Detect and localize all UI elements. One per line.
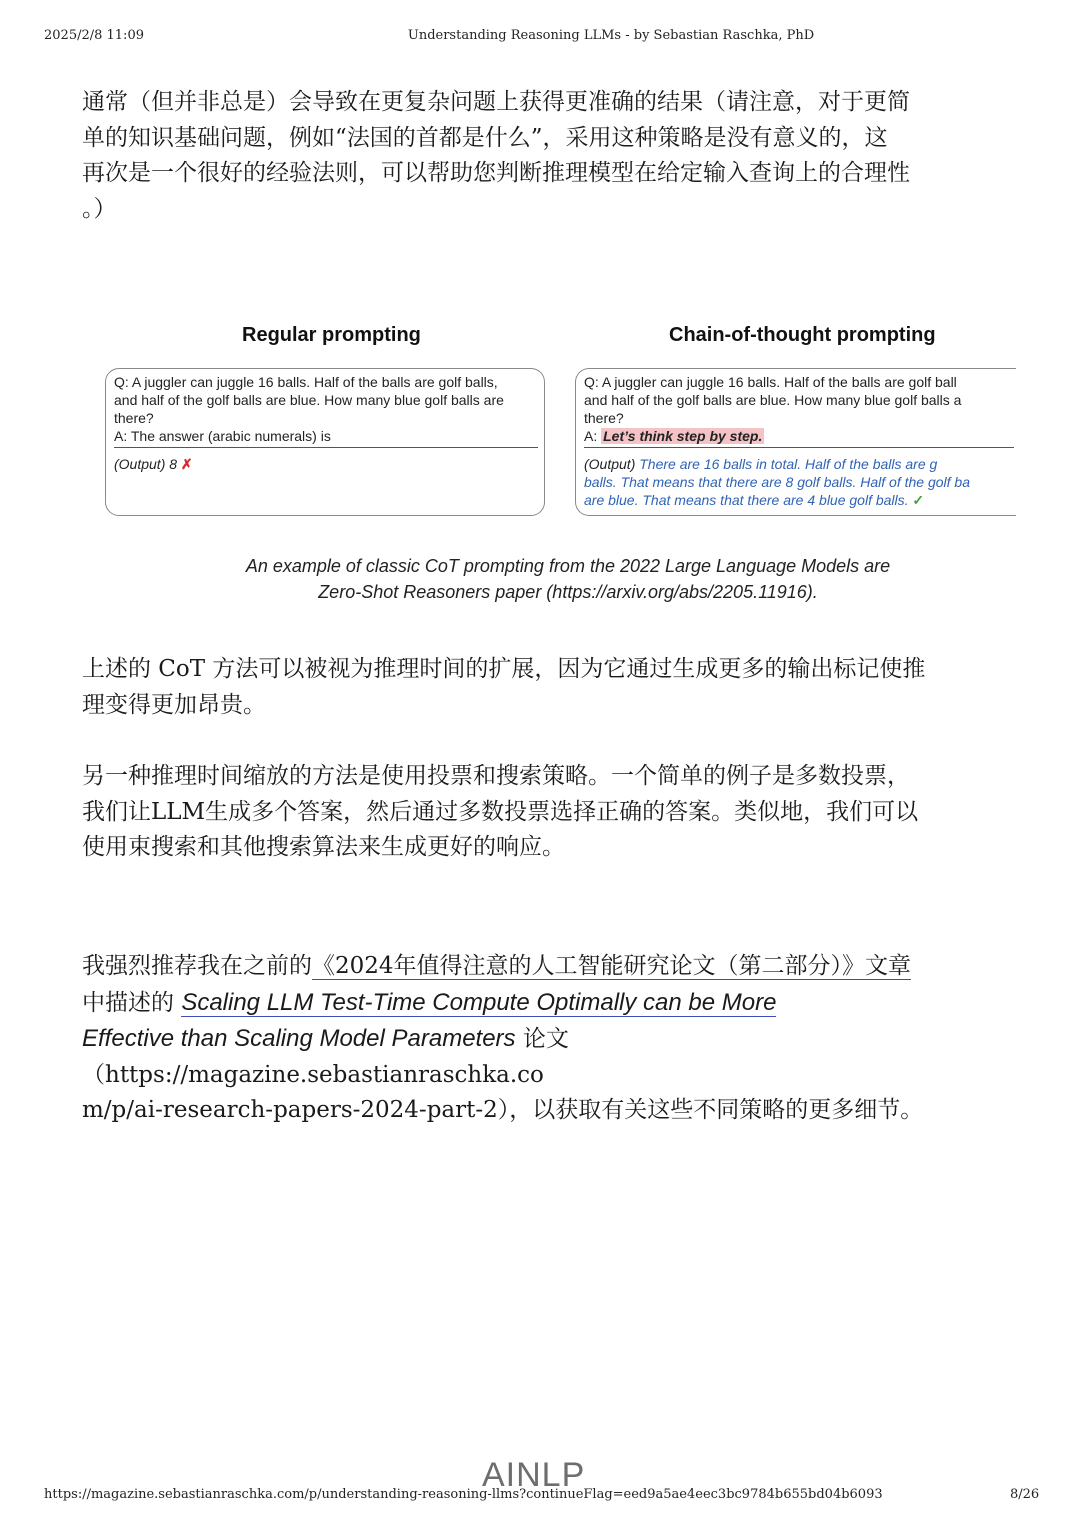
cot-prompt-panel [575,368,1016,516]
paper-title-text: Effective than Scaling Model Parameters [82,1025,516,1052]
footer-url: https://magazine.sebastianraschka.com/p/understanding-reasoning-llms?continueFlag=eed9a5ae4eec3bc9784b655bd04b6093 [44,1487,883,1502]
paragraph-line: m/p/ai-research-papers-2024-part-2），以获取有关这些不同策略的更多细节。 [82,1097,924,1123]
prompt-text [114,373,539,445]
paragraph-line: 通常（但并非总是）会导致在更复杂问题上获得更准确的结果（请注意，对于更简 [82,89,910,115]
paragraph-line: 另一种推理时间缩放的方法是使用投票和搜索策略。一个简单的例子是多数投票， [82,763,910,789]
prompt-line: there? [114,410,154,426]
watermark: AINLP [482,1456,586,1494]
paragraph-line [82,985,1000,1022]
paragraph-line: 使用束搜索和其他搜索算法来生成更好的响应。 [82,834,565,860]
prompt-line: there? [584,410,624,426]
output-line: balls. That means that there are 8 golf balls. Half of the golf ba [584,474,970,490]
figure-title-cot: Chain-of-thought prompting [669,324,936,346]
wrong-x-icon: ✗ [180,456,193,472]
paragraph-1 [82,85,1000,227]
paragraph-line: 我们让LLM生成多个答案，然后通过多数投票选择正确的答案。类似地，我们可以 [82,798,919,825]
figure-caption [0,553,1080,605]
correct-check-icon: ✓ [912,492,925,508]
model-output [584,455,970,509]
paragraph-2 [82,652,1000,723]
prompt-line: Q: A juggler can juggle 16 balls. Half of the balls are golf balls, [114,374,498,390]
article-link[interactable]: 《2024年值得注意的人工智能研究论文（第二部分）》文章 [312,953,912,979]
paragraph-3 [82,759,1000,866]
caption-line: An example of classic CoT prompting from the 2022 Large Language Models are [245,556,891,576]
paragraph-line: 再次是一个很好的经验法则，可以帮助您判断推理模型在给定输入查询上的合理性 [82,160,910,186]
output-line: There are 16 balls in total. Half of the balls are g [639,456,938,472]
model-output [114,455,193,473]
prompt-line: Q: A juggler can juggle 16 balls. Half of the balls are golf ball [584,374,957,390]
paragraph-line: 理变得更加昂贵。 [82,691,266,718]
page-title: Understanding Reasoning LLMs - by Sebastian Raschka, PhD [407,28,815,43]
highlighted-phrase: Let’s think step by step. [603,428,763,444]
paragraph-line: 上述的 CoT 方法可以被视为推理时间的扩展，因为它通过生成更多的输出标记使推 [82,656,926,682]
output-line: are blue. That means that there are 4 blue golf balls. [584,492,909,508]
cot-figure [0,318,1080,538]
paragraph-4 [82,949,1000,1129]
output-label: (Output) [584,456,636,472]
print-datetime: 2025/2/8 11:09 [44,28,144,43]
paragraph-line: 单的知识基础问题，例如“法国的首都是什么”，采用这种策略是没有意义的，这 [82,124,888,151]
prompt-line: and half of the golf balls are blue. How many blue golf balls a [584,392,962,408]
page-number: 8/26 [1010,1487,1040,1502]
paragraph-line [82,1021,1000,1093]
text: 论文（https://magazine.sebastianraschka.co [82,1026,569,1088]
text: 我强烈推荐我在之前的 [82,953,312,979]
output-text: (Output) 8 [114,456,178,472]
caption-line: Zero-Shot Reasoners paper (https://arxiv.org/abs/2205.11916). [318,582,818,602]
prompt-line: and half of the golf balls are blue. How many blue golf balls are [114,392,504,408]
answer-prefix: A: [584,428,598,444]
prompt-answer [584,427,1004,445]
divider [584,447,1014,448]
paper-title-link[interactable]: Scaling LLM Test-Time Compute Optimally can be More [181,988,777,1016]
regular-prompt-panel [105,368,545,516]
divider [114,447,538,448]
prompt-text [584,373,1004,445]
paragraph-line: 。） [82,195,117,222]
text: 中描述的 [82,989,182,1016]
paragraph-line [82,949,1000,985]
figure-title-regular: Regular prompting [242,324,421,346]
prompt-answer: A: The answer (arabic numerals) is [114,428,331,444]
